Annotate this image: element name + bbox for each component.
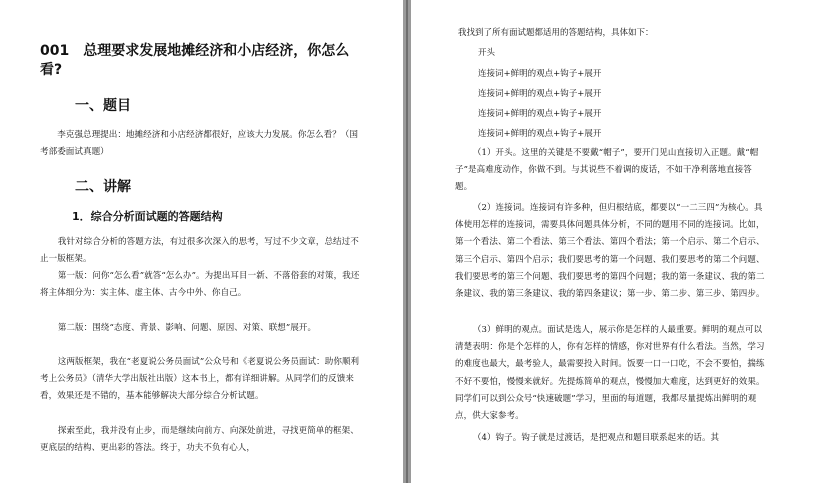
section-heading-question: 一、题目 [75,98,131,114]
structure-intro: 我找到了所有面试题都适用的答题结构，具体如下： [458,28,654,38]
section-heading-explanation: 二、讲解 [75,179,131,195]
body-paragraph: （1）开头。这里的关键是不要戴“帽子”，要开门见山直接切入正题。戴“帽子”是高难度动作，你做不到。与其说些不着调的废话，不如干净利落地直接答题。 [455,148,759,193]
body-paragraph: 第一版：问你“怎么看”就答“怎么办”。为提出耳目一新、不落俗套的对策，我还将主体细分为：实主体、虚主体、古今中外、你自己。 [40,271,360,298]
body-paragraph: （4）钩子。钩子就是过渡话，是把观点和题目联系起来的话。其 [472,433,720,443]
question-quote: 李克强总理提出：地摊经济和小店经济都很好，应该大力发展。你怎么看？（国考部委面试真题） [40,130,358,157]
body-paragraph: 探索至此，我并没有止步，而是继续向前方、向深处前进，寻找更简单的框架、更底层的结构、更出彩的答法。终于，功夫不负有心人， [40,426,359,453]
structure-line: 连接词+鲜明的观点+钩子+展开 [478,69,602,79]
document-title: 001 总理要求发展地摊经济和小店经济，你怎么看? [40,43,350,78]
body-paragraph: （2）连接词。连接词有许多种，但归根结底，都要以“一二三四”为核心。具体使用怎样的连接词，需要具体问题具体分析，不同的题用不同的连接词。比如，第一个看法、第二个看法、第三个看法、第四个看法；第一个启示、第二个启示、第三个启示、第四个启示；我们要思考的第一个问题、我们要思考的第二个问题、我们要思考的第三个问题、我们要思考的第四个问题；我的第一条建议、我的第二条建议、我的第三条建议、我的第四条建议；第一步、第二步、第三步、第四步。 [455,203,765,300]
page-divider [406,0,408,483]
body-paragraph: （3）鲜明的观点。面试是选人，展示你是怎样的人最重要。鲜明的观点可以清楚表明：你是个怎样的人，你有怎样的情感，你对世界有什么看法。当然，学习的难度也最大，最考验人，最需要投入时间。饭要一口一口吃，不会不要怕，揣练不好不要怕，慢慢来就好。先提炼简单的观点，慢慢加大难度，达到更好的效果。同学们可以到公众号“快速破题”学习，里面的每道题，我都尽量提炼出鲜明的观点，供大家参考。 [455,325,765,422]
subsection-heading: 1．综合分析面试题的答题结构 [72,210,223,223]
body-paragraph: 第二版：围绕“态度、背景、影响、问题、原因、对策、联想”展开。 [57,323,317,333]
body-paragraph: 这两版框架，我在“老夏说公务员面试”公众号和《老夏说公务员面试：助你顺利考上公务员》（清华大学出版社出版）这本书上，都有详细讲解。从同学们的反馈来看，效果还是不错的，基本能够解决大部分综合分析试题。 [40,357,360,401]
structure-line: 连接词+鲜明的观点+钩子+展开 [478,129,602,139]
body-paragraph: 我针对综合分析的答题方法，有过很多次深入的思考，写过不少文章，总结过不止一版框架。 [40,237,359,264]
structure-line: 开头 [478,48,496,58]
structure-line: 连接词+鲜明的观点+钩子+展开 [478,109,602,119]
structure-line: 连接词+鲜明的观点+钩子+展开 [478,89,602,99]
